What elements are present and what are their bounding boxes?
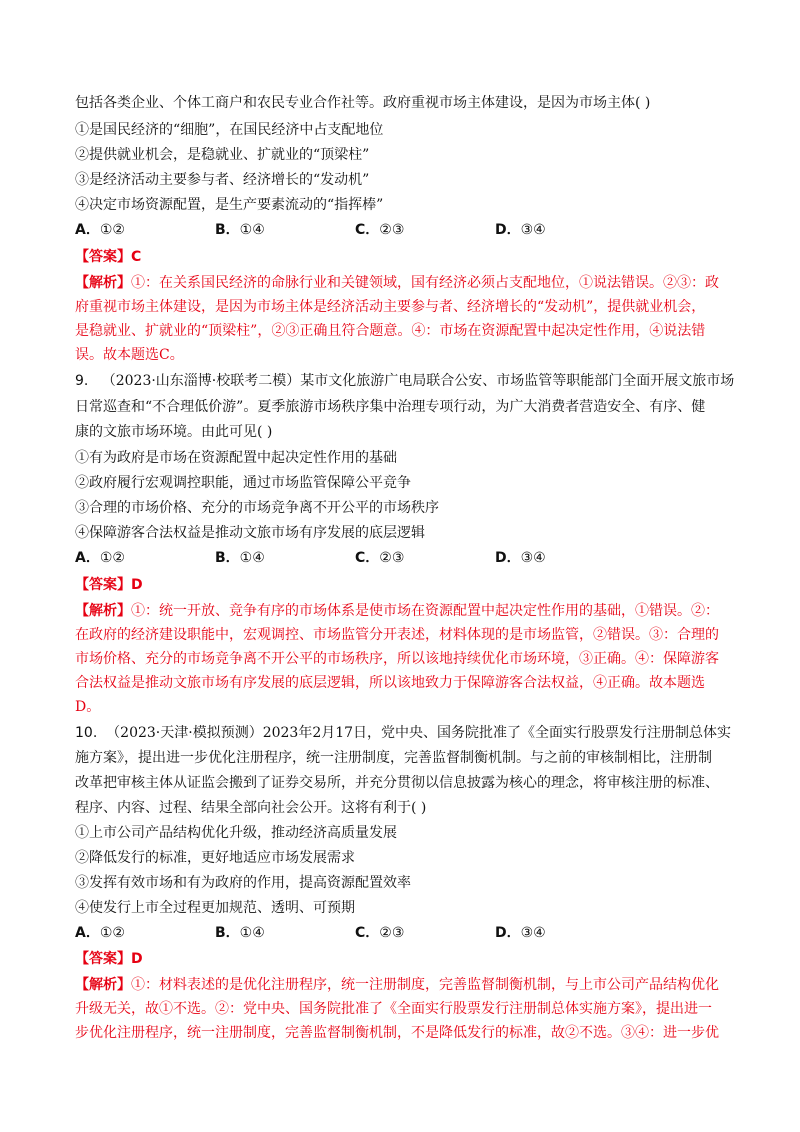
analysis-tag: 【解析】 [75,977,131,993]
q10-options [75,924,735,942]
answer-tag: 【答案】 [75,577,131,593]
q8-analysis-line-2: 府重视市场主体建设，是因为市场主体是经济活动主要参与者、经济增长的“发动机”，提供就业机会， [75,299,706,315]
q10-option-c: C．②③ [355,925,405,941]
q10-stem-line-3: 改革把审核主体从证监会搬到了证券交易所，并充分贯彻以信息披露为核心的理念，将审核注册的标准、 [75,775,719,791]
answer-value: D [131,577,143,593]
q8-stem: 包括各类企业、个体工商户和农民专业合作社等。政府重视市场主体建设，是因为市场主体( ) [75,95,651,111]
q10-answer [75,950,735,968]
q9-analysis-line-5: D。 [75,699,101,715]
q9-item-3: ③合理的市场价格、充分的市场竞争离不开公平的市场秩序 [75,500,439,516]
q8-option-a: A．①② [75,222,125,238]
q9-item-2: ②政府履行宏观调控职能，通过市场监管保障公平竞争 [75,475,411,491]
q10-analysis-line-2: 升级无关，故①不选。②：党中央、国务院批准了《全面实行股票发行注册制总体实施方案》，提出进一 [75,1001,712,1017]
q10-stem-line-2: 施方案》，提出进一步优化注册程序，统一注册制度，完善监督制衡机制。与之前的审核制相比，注册制 [75,750,712,766]
q8-analysis-line-4: 误。故本题选C。 [75,347,184,363]
q10-analysis-line-1: 【解析】①：材料表述的是优化注册程序，统一注册制度，完善监督制衡机制，与上市公司产品结构优化 [75,977,719,993]
analysis-tag: 【解析】 [75,275,131,291]
q10-option-a: A．①② [75,925,125,941]
answer-tag: 【答案】 [75,249,131,265]
q10-item-2: ②降低发行的标准，更好地适应市场发展需求 [75,850,355,866]
q9-option-c: C．②③ [355,550,405,566]
q8-option-c: C．②③ [355,222,405,238]
q8-option-d: D．③④ [495,222,546,238]
q9-analysis-line-4: 合法权益是推动文旅市场有序发展的底层逻辑，所以该地致力于保障游客合法权益，④正确。故本题选 [75,675,705,691]
q8-options [75,221,735,239]
q10-item-4: ④使发行上市全过程更加规范、透明、可预期 [75,900,355,916]
q8-option-b: B．①④ [215,222,265,238]
q9-option-b: B．①④ [215,550,265,566]
q10-option-d: D．③④ [495,925,546,941]
q9-stem-line-1: 9. （2023·山东淄博·校联考二模）某市文化旅游广电局联合公安、市场监管等职能部门全面开展文旅市场 [75,373,735,389]
question-source: （2023·天津·模拟预测） [106,725,263,741]
question-source: （2023·山东淄博·校联考二模） [101,373,301,389]
q10-stem-line-4: 程序、内容、过程、结果全部向社会公开。这将有利于( ) [75,800,427,816]
q10-analysis-line-3: 步优化注册程序，统一注册制度，完善监督制衡机制，不是降低发行的标准，故②不选。③④：进一步优 [75,1025,719,1041]
q8-item-1: ①是国民经济的“细胞”，在国民经济中占支配地位 [75,122,384,138]
q9-option-d: D．③④ [495,550,546,566]
q10-item-1: ①上市公司产品结构优化升级，推动经济高质量发展 [75,825,397,841]
answer-value: C [131,249,142,265]
q9-item-4: ④保障游客合法权益是推动文旅市场有序发展的底层逻辑 [75,525,425,541]
analysis-tag: 【解析】 [75,603,131,619]
question-number: 9. [75,373,89,389]
q8-item-3: ③是经济活动主要参与者、经济增长的“发动机” [75,172,370,188]
answer-value: D [131,951,143,967]
q10-option-b: B．①④ [215,925,265,941]
q9-answer [75,576,735,594]
q9-option-a: A．①② [75,550,125,566]
q9-options [75,549,735,567]
q10-item-3: ③发挥有效市场和有为政府的作用，提高资源配置效率 [75,875,411,891]
q8-item-2: ②提供就业机会，是稳就业、扩就业的“顶梁柱” [75,147,370,163]
q8-item-4: ④决定市场资源配置，是生产要素流动的“指挥棒” [75,197,384,213]
q9-stem-line-2: 日常巡查和“不合理低价游”。夏季旅游市场秩序集中治理专项行动，为广大消费者营造安全、有序、健 [75,399,706,415]
q8-answer [75,248,735,266]
q9-stem-line-3: 康的文旅市场环境。由此可见( ) [75,424,273,440]
q9-item-1: ①有为政府是市场在资源配置中起决定性作用的基础 [75,450,397,466]
q9-analysis-line-2: 在政府的经济建设职能中，宏观调控、市场监管分开表述，材料体现的是市场监管，②错误。③：合理的 [75,627,719,643]
q8-analysis-line-3: 是稳就业、扩就业的“顶梁柱”，②③正确且符合题意。④：市场在资源配置中起决定性作用，④说法错 [75,323,706,339]
q10-stem-line-1: 10. （2023·天津·模拟预测）2023年2月17日，党中央、国务院批准了《全面实行股票发行注册制总体实 [75,725,732,741]
q8-analysis-line-1: 【解析】①：在关系国民经济的命脉行业和关键领域，国有经济必须占支配地位，①说法错误。②③：政 [75,275,719,291]
q9-analysis-line-3: 市场价格、充分的市场竞争离不开公平的市场秩序，所以该地持续优化市场环境，③正确。④：保障游客 [75,651,719,667]
answer-tag: 【答案】 [75,951,131,967]
question-number: 10. [75,725,98,741]
q9-analysis-line-1: 【解析】①：统一开放、竞争有序的市场体系是使市场在资源配置中起决定性作用的基础，①错误。②： [75,603,719,619]
